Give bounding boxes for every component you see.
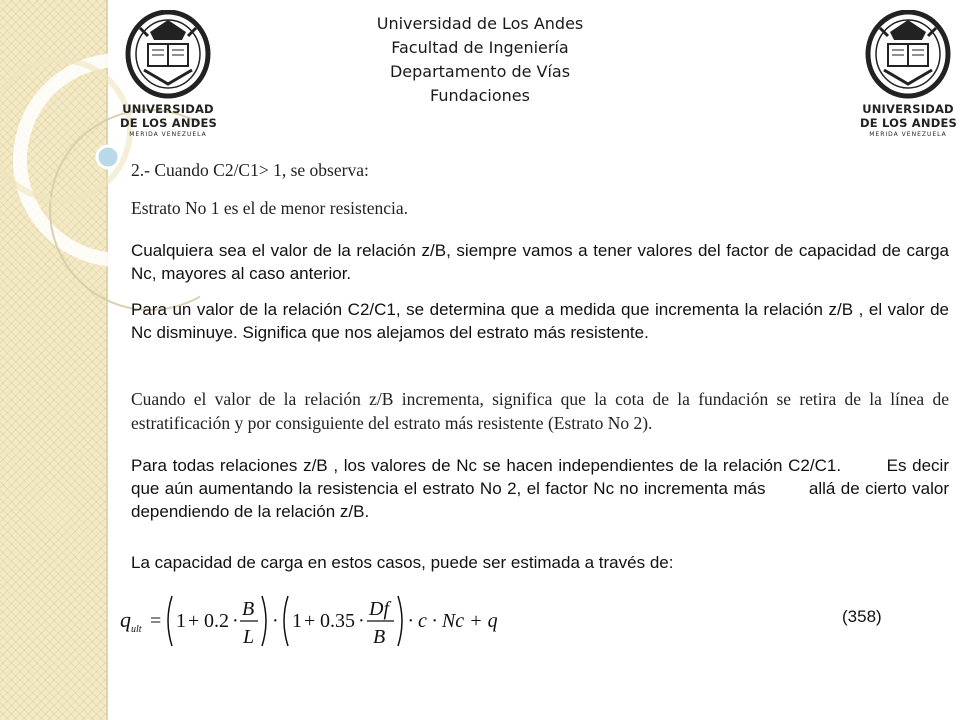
logo-line2: DE LOS ANDES <box>860 116 957 130</box>
logo-line2: DE LOS ANDES <box>120 116 217 130</box>
stratum-note: Estrato No 1 es el de menor resistencia. <box>131 198 408 218</box>
header-subject: Fundaciones <box>430 86 530 105</box>
university-logo-left <box>120 10 216 140</box>
formula-coef-2: 0.35 <box>320 610 355 632</box>
university-logo-right <box>860 10 956 140</box>
formula-dot-1: · <box>232 610 239 632</box>
formula-one-1: 1 <box>176 610 186 632</box>
university-seal-icon <box>120 10 216 102</box>
logo-line3: MERIDA VENEZUELA <box>129 131 207 138</box>
formula-plus-1: + <box>188 610 200 632</box>
header-faculty: Facultad de Ingeniería <box>391 38 569 57</box>
formula-dot-3: · <box>358 610 365 632</box>
frac1-numerator: B <box>242 598 255 620</box>
paren-open-2 <box>284 596 288 646</box>
university-seal-icon <box>860 10 956 102</box>
formula-one-2: 1 <box>292 610 302 632</box>
paragraph-zb-increase: Cuando el valor de la relación z/B incrementa, significa que la cota de la fundación se retira de la línea de estratificación y por consiguiente del estrato más resistente (Estrato No 2). <box>131 389 949 433</box>
paragraph-nc-greater: Cualquiera sea el valor de la relación z/B, siempre vamos a tener valores del factor de capacidad de carga Nc, mayores al caso anterior. <box>131 241 949 283</box>
formula-plus-2: + <box>304 610 316 632</box>
logo-line1: UNIVERSIDAD <box>122 102 214 116</box>
paragraph-nc-decreases: Para un valor de la relación C2/C1, se determina que a medida que incrementa la relación z/B , el valor de Nc disminuye. Significa que nos alejamos del estrato más resistente. <box>131 300 949 342</box>
logo-line3: MERIDA VENEZUELA <box>869 131 947 138</box>
paren-open-1 <box>168 596 172 646</box>
equation-number: (358) <box>842 607 882 626</box>
case-heading: 2.- Cuando C2/C1> 1, se observa: <box>131 160 369 180</box>
frac2-numerator: Df <box>369 598 389 620</box>
paragraph-estimate-intro: La capacidad de carga en estos casos, puede ser estimada a través de: <box>131 553 674 572</box>
formula-lhs: q <box>120 607 131 632</box>
page-header <box>300 12 660 108</box>
header-university: Universidad de Los Andes <box>376 14 584 33</box>
paragraph-nc-independent: Para todas relaciones z/B , los valores de Nc se hacen independientes de la relación C2/C1. Es decir que aún aumentando la resistencia el estrato No 2, el factor Nc no incrementa más allá de cierto valor dependiendo de la relación z/B. <box>131 456 954 521</box>
formula-equals: = <box>150 610 162 632</box>
paren-close-2 <box>398 596 402 646</box>
header-department: Departamento de Vías <box>389 62 571 81</box>
logo-line1: UNIVERSIDAD <box>862 102 954 116</box>
frac2-denominator: B <box>373 626 386 648</box>
formula-lhs-sub: ult <box>131 624 142 635</box>
paren-close-1 <box>262 596 266 646</box>
formula-coef-1: 0.2 <box>204 610 229 632</box>
bearing-capacity-formula <box>120 590 520 652</box>
formula-dot-2: · <box>272 610 279 632</box>
deco-bullet-dot <box>97 146 119 168</box>
frac1-denominator: L <box>243 626 255 648</box>
formula-tail: · c · Nc + q <box>408 610 498 632</box>
